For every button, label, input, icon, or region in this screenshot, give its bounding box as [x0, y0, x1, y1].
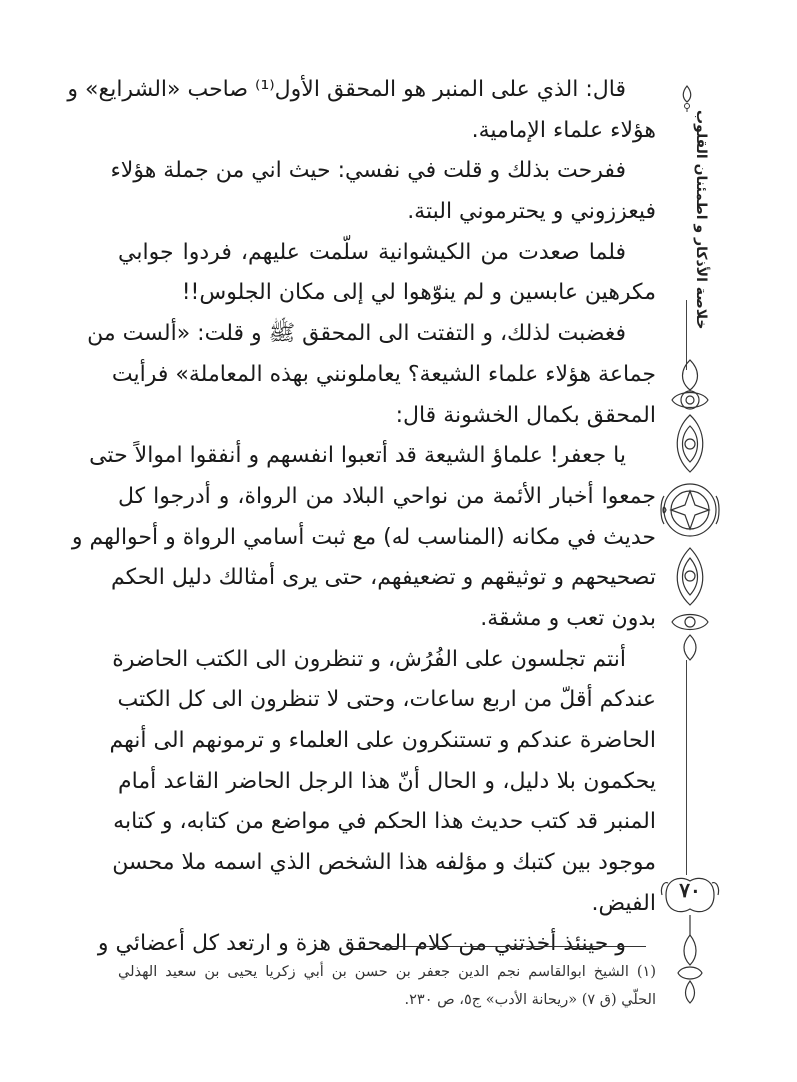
body-line: عندكم أقلّ من اربع ساعات، وحتى لا تنظرون الى كل الكتب — [117, 687, 656, 713]
body-line: يا جعفر! علماؤ الشيعة قد أتعبوا انفسهم و أنفقوا اموالاً حتى — [89, 443, 626, 469]
body-line: ففرحت بذلك و قلت في نفسي: حيث اني من جملة هؤلاء — [110, 158, 626, 184]
body-line: و حينئذ أخذتني من كلام المحقق هزة و ارتعد كل أعضائي و — [97, 931, 626, 957]
page-number: ٧٠ — [679, 878, 701, 902]
body-line: المحقق بكمال الخشونة قال: — [395, 402, 656, 428]
body-line: الحاضرة عندكم و تستنكرون على العلماء و ترمونهم الى أنهم — [109, 728, 656, 753]
body-line: قال: الذي على المنبر هو المحقق الأول⁽¹⁾ صاحب «الشرايع» و — [67, 77, 626, 102]
footnote-line: (١) الشيخ ابوالقاسم نجم الدين جعفر بن حسن بن أبي زكريا يحيى بن سعيد الهذلي — [118, 964, 656, 980]
body-line: فيعززوني و يحترموني البتة. — [407, 199, 656, 225]
body-line: أنتم تجلسون على الفُرُش، و تنظرون الى الكتب الحاضرة — [112, 646, 626, 672]
body-line: جمعوا أخبار الأئمة من نواحي البلاد من الرواة، و أدرجوا كل — [118, 483, 656, 509]
body-line: الفيض. — [591, 890, 656, 916]
body-line: يحكمون بلا دليل، و الحال أنّ هذا الرجل الحاضر القاعد أمام — [118, 768, 656, 794]
running-title: خلاصة الأذكار و اطمئنان القلوب — [693, 110, 709, 330]
body-line: تصحيحهم و توثيقهم و تضعيفهم، حتى يرى أمثالك دليل الحكم — [111, 565, 656, 591]
top-ornament-icon — [676, 84, 698, 112]
body-line: المنبر قد كتب حديث هذا الحكم في مواضع من كتابه، و كتابه — [113, 809, 656, 835]
body-line: فغضبت لذلك، و التفتت الى المحقق ﷺ و قلت: «ألست من — [87, 321, 626, 347]
body-line: فلما صعدت من الكيشوانية سلّمت عليهم، فردوا جوابي — [118, 239, 626, 265]
footnote-line: الحلّي (ق ٧) «ريحانة الأدب» ج٥، ص ٢٣٠. — [404, 992, 656, 1008]
arabesque-ornament-icon — [660, 360, 720, 660]
footnote-rule — [382, 946, 646, 947]
body-line: هؤلاء علماء الإمامية. — [471, 117, 656, 143]
body-text — [67, 70, 656, 965]
body-line: حديث في مكانه (المناسب له) مع ثبت أسامي الرواة و أحوالهم و — [71, 524, 656, 550]
body-line: مكرهين عابسين و لم ينوّهوا لي إلى مكان الجلوس!! — [181, 280, 656, 306]
margin-rule — [686, 660, 687, 875]
body-line: بدون تعب و مشقة. — [480, 605, 656, 631]
footnote — [118, 958, 656, 1014]
body-line: موجود بين كتبك و مؤلفه هذا الشخص الذي اسمه ملا محسن — [112, 850, 656, 876]
body-line: جماعة هؤلاء علماء الشيعة؟ يعاملونني بهذه المعاملة» فرأيت — [111, 361, 656, 387]
